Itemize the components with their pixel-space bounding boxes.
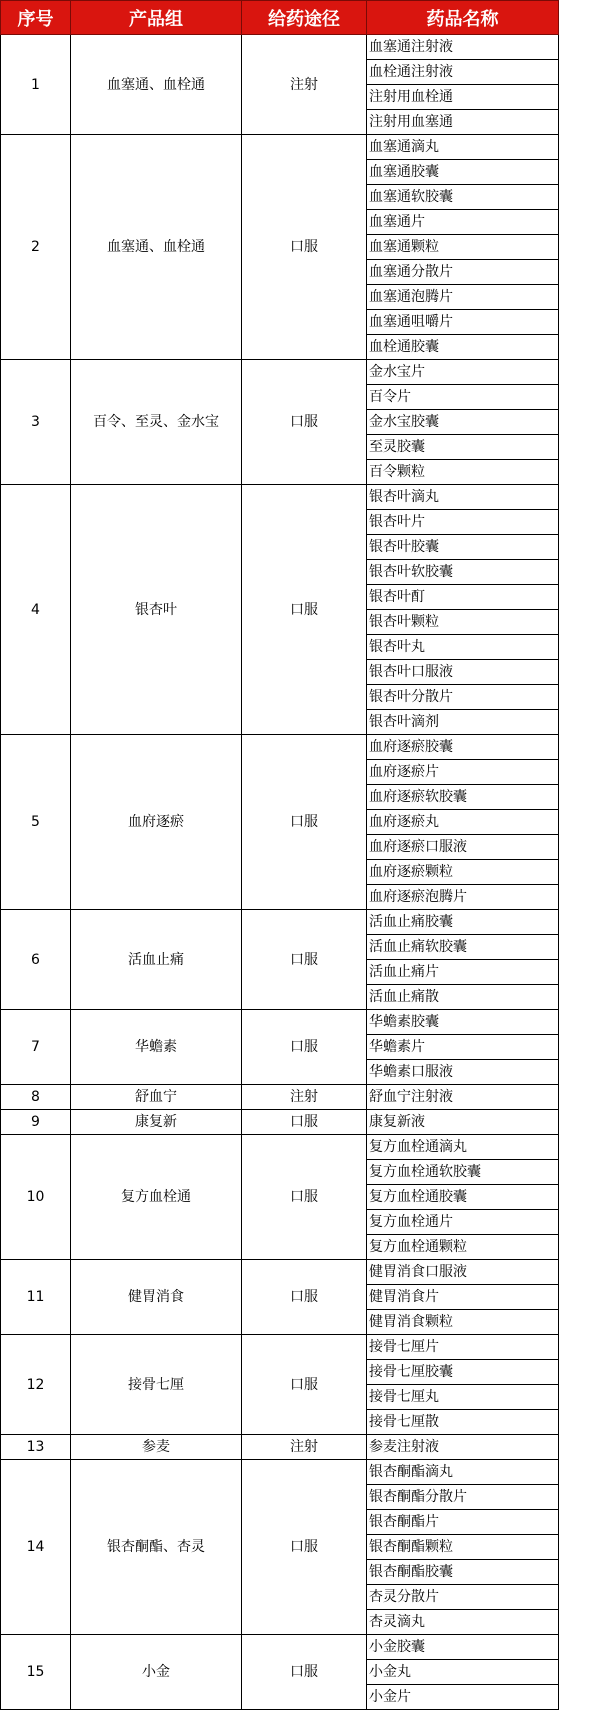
row-number: 7 — [1, 1010, 71, 1085]
route: 注射 — [242, 35, 367, 135]
drug-name: 银杏酮酯颗粒 — [367, 1535, 559, 1560]
drug-name: 金水宝胶囊 — [367, 410, 559, 435]
header-row — [1, 1, 559, 35]
drug-name: 接骨七厘片 — [367, 1335, 559, 1360]
drug-name: 银杏叶片 — [367, 510, 559, 535]
drug-name: 银杏酮酯分散片 — [367, 1485, 559, 1510]
drug-name: 银杏酮酯胶囊 — [367, 1560, 559, 1585]
product-group: 接骨七厘 — [71, 1335, 242, 1435]
product-group: 百令、至灵、金水宝 — [71, 360, 242, 485]
drug-name: 血府逐瘀颗粒 — [367, 860, 559, 885]
drug-name: 血栓通注射液 — [367, 60, 559, 85]
drug-name: 银杏叶颗粒 — [367, 610, 559, 635]
drug-name: 血塞通胶囊 — [367, 160, 559, 185]
drug-name: 复方血栓通软胶囊 — [367, 1160, 559, 1185]
drug-name: 血府逐瘀丸 — [367, 810, 559, 835]
drug-name: 银杏叶软胶囊 — [367, 560, 559, 585]
row-number: 13 — [1, 1435, 71, 1460]
drug-name: 血府逐瘀片 — [367, 760, 559, 785]
drug-name: 小金丸 — [367, 1660, 559, 1685]
drug-name: 百令颗粒 — [367, 460, 559, 485]
drug-name: 参麦注射液 — [367, 1435, 559, 1460]
drug-name: 血府逐瘀泡腾片 — [367, 885, 559, 910]
drug-name: 小金胶囊 — [367, 1635, 559, 1660]
product-group: 健胃消食 — [71, 1260, 242, 1335]
row-number: 6 — [1, 910, 71, 1010]
drug-name: 血塞通咀嚼片 — [367, 310, 559, 335]
drug-name: 血塞通注射液 — [367, 35, 559, 60]
drug-name: 银杏酮酯片 — [367, 1510, 559, 1535]
drug-name: 银杏叶分散片 — [367, 685, 559, 710]
row-number: 4 — [1, 485, 71, 735]
drug-name: 接骨七厘胶囊 — [367, 1360, 559, 1385]
row-number: 9 — [1, 1110, 71, 1135]
drug-name: 银杏叶酊 — [367, 585, 559, 610]
table-row — [1, 135, 559, 160]
table-row — [1, 910, 559, 935]
row-number: 5 — [1, 735, 71, 910]
table-row — [1, 1635, 559, 1660]
drug-name: 银杏叶滴丸 — [367, 485, 559, 510]
drug-name: 血塞通颗粒 — [367, 235, 559, 260]
product-group: 华蟾素 — [71, 1010, 242, 1085]
drug-name: 华蟾素片 — [367, 1035, 559, 1060]
table-row — [1, 485, 559, 510]
product-group: 血府逐瘀 — [71, 735, 242, 910]
table-row — [1, 1085, 559, 1110]
drug-name: 活血止痛片 — [367, 960, 559, 985]
route: 注射 — [242, 1085, 367, 1110]
drug-name: 舒血宁注射液 — [367, 1085, 559, 1110]
drug-name: 至灵胶囊 — [367, 435, 559, 460]
drug-name: 健胃消食片 — [367, 1285, 559, 1310]
drug-name: 注射用血栓通 — [367, 85, 559, 110]
route: 口服 — [242, 1335, 367, 1435]
table-row — [1, 1135, 559, 1160]
drug-name: 血府逐瘀口服液 — [367, 835, 559, 860]
row-number: 2 — [1, 135, 71, 360]
drug-name: 银杏叶口服液 — [367, 660, 559, 685]
product-group: 参麦 — [71, 1435, 242, 1460]
product-group: 复方血栓通 — [71, 1135, 242, 1260]
drug-name: 小金片 — [367, 1685, 559, 1710]
route: 口服 — [242, 1635, 367, 1710]
drug-name: 接骨七厘散 — [367, 1410, 559, 1435]
table-row — [1, 735, 559, 760]
route: 口服 — [242, 1110, 367, 1135]
drug-name: 血栓通胶囊 — [367, 335, 559, 360]
drug-name: 杏灵滴丸 — [367, 1610, 559, 1635]
route: 口服 — [242, 1460, 367, 1635]
drug-name: 金水宝片 — [367, 360, 559, 385]
header-group: 产品组 — [71, 1, 242, 35]
table-row — [1, 1110, 559, 1135]
table-row — [1, 1010, 559, 1035]
drug-name: 康复新液 — [367, 1110, 559, 1135]
drug-name: 血府逐瘀软胶囊 — [367, 785, 559, 810]
drug-name: 血塞通滴丸 — [367, 135, 559, 160]
row-number: 14 — [1, 1460, 71, 1635]
row-number: 11 — [1, 1260, 71, 1335]
drug-name: 活血止痛胶囊 — [367, 910, 559, 935]
table-row — [1, 35, 559, 60]
drug-name: 银杏叶丸 — [367, 635, 559, 660]
drug-name: 复方血栓通片 — [367, 1210, 559, 1235]
product-group: 血塞通、血栓通 — [71, 135, 242, 360]
drug-name: 杏灵分散片 — [367, 1585, 559, 1610]
drug-name: 复方血栓通颗粒 — [367, 1235, 559, 1260]
product-group: 康复新 — [71, 1110, 242, 1135]
product-group: 银杏叶 — [71, 485, 242, 735]
product-group: 小金 — [71, 1635, 242, 1710]
table-row — [1, 1460, 559, 1485]
drug-name: 健胃消食颗粒 — [367, 1310, 559, 1335]
drug-name: 银杏酮酯滴丸 — [367, 1460, 559, 1485]
drug-name: 接骨七厘丸 — [367, 1385, 559, 1410]
drug-name: 活血止痛散 — [367, 985, 559, 1010]
row-number: 1 — [1, 35, 71, 135]
route: 口服 — [242, 735, 367, 910]
product-group: 活血止痛 — [71, 910, 242, 1010]
drug-name: 活血止痛软胶囊 — [367, 935, 559, 960]
drug-name: 银杏叶滴剂 — [367, 710, 559, 735]
row-number: 8 — [1, 1085, 71, 1110]
route: 注射 — [242, 1435, 367, 1460]
drug-name: 健胃消食口服液 — [367, 1260, 559, 1285]
drug-name: 华蟾素胶囊 — [367, 1010, 559, 1035]
route: 口服 — [242, 1010, 367, 1085]
header-drug-name: 药品名称 — [367, 1, 559, 35]
route: 口服 — [242, 485, 367, 735]
route: 口服 — [242, 360, 367, 485]
drug-name: 复方血栓通滴丸 — [367, 1135, 559, 1160]
product-group: 银杏酮酯、杏灵 — [71, 1460, 242, 1635]
drug-name: 华蟾素口服液 — [367, 1060, 559, 1085]
drug-name: 血塞通分散片 — [367, 260, 559, 285]
drug-name: 血塞通片 — [367, 210, 559, 235]
header-route: 给药途径 — [242, 1, 367, 35]
row-number: 3 — [1, 360, 71, 485]
table-row — [1, 1260, 559, 1285]
drug-name: 注射用血塞通 — [367, 110, 559, 135]
row-number: 12 — [1, 1335, 71, 1435]
row-number: 15 — [1, 1635, 71, 1710]
row-number: 10 — [1, 1135, 71, 1260]
drug-name: 血塞通泡腾片 — [367, 285, 559, 310]
product-group: 血塞通、血栓通 — [71, 35, 242, 135]
route: 口服 — [242, 910, 367, 1010]
table-row — [1, 1335, 559, 1360]
table-body — [1, 35, 559, 1710]
drug-name: 复方血栓通胶囊 — [367, 1185, 559, 1210]
drug-name: 银杏叶胶囊 — [367, 535, 559, 560]
route: 口服 — [242, 135, 367, 360]
route: 口服 — [242, 1260, 367, 1335]
route: 口服 — [242, 1135, 367, 1260]
product-group: 舒血宁 — [71, 1085, 242, 1110]
drug-name: 百令片 — [367, 385, 559, 410]
table-row — [1, 360, 559, 385]
drug-name: 血塞通软胶囊 — [367, 185, 559, 210]
header-no: 序号 — [1, 1, 71, 35]
table-row — [1, 1435, 559, 1460]
drug-name: 血府逐瘀胶囊 — [367, 735, 559, 760]
